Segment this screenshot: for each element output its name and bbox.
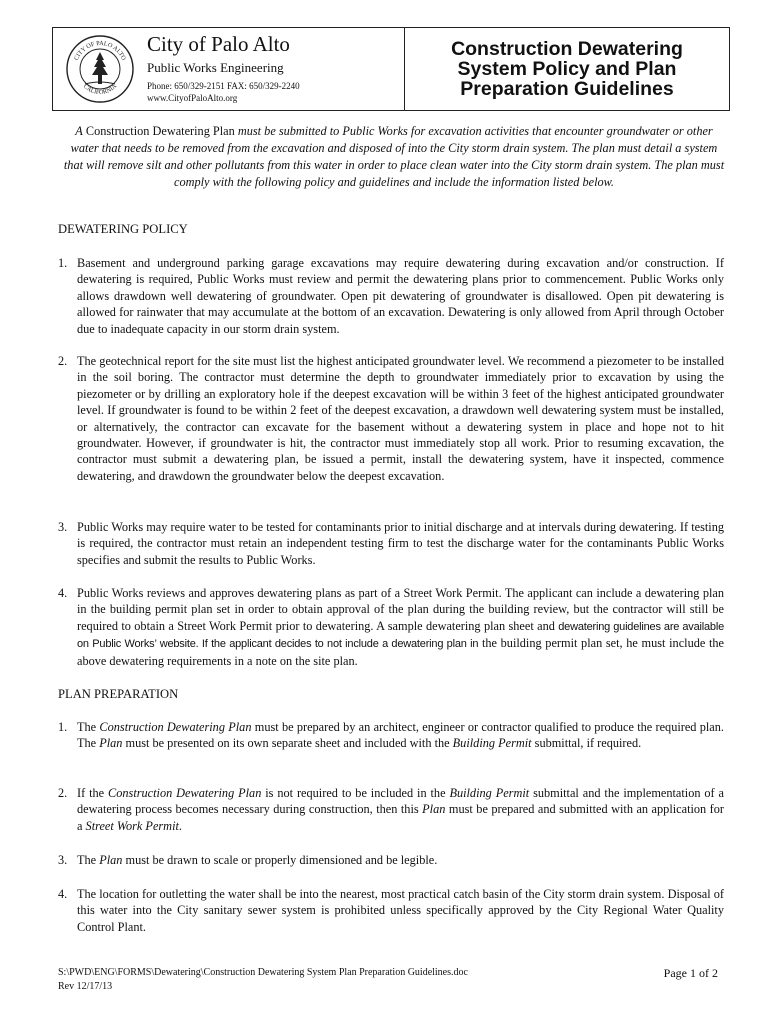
phone-fax: Phone: 650/329-2151 FAX: 650/329-2240 — [147, 81, 300, 91]
org-info — [147, 28, 300, 104]
svg-text:CITY OF PALO ALTO: CITY OF PALO ALTO — [72, 39, 128, 62]
revision-date: Rev 12/17/13 — [58, 981, 113, 992]
prep-item: 3. The Plan must be drawn to scale or properly dimensioned and be legible. — [58, 853, 438, 867]
file-path: S:\PWD\ENG\FORMS\Dewatering\Construction Dewatering System Plan Preparation Guidelines.doc — [58, 967, 468, 978]
prep-item: 1. The Construction Dewatering Plan must be prepared by an architect, engineer or contractor qualified to produce the required plan. The Plan must be presented on its own separate sheet and included with the Building Permit submittal, if required. — [58, 720, 724, 751]
document-title — [405, 28, 729, 110]
page-number: Page 1 of 2 — [663, 966, 718, 980]
website-link[interactable]: www.CityofPaloAlto.org — [147, 93, 238, 103]
city-name: City of Palo Alto — [147, 32, 290, 56]
title-line-1: Construction Dewatering — [451, 38, 683, 60]
section-title-dewatering-policy: DEWATERING POLICY — [58, 222, 188, 236]
city-seal-icon — [65, 34, 135, 104]
title-line-2: System Policy and Plan — [457, 58, 677, 80]
policy-item: 2. The geotechnical report for the site must list the highest anticipated groundwater level. We recommend a piezometer to be installed in the soil boring. The contractor must determine the depth to groundwater immediately prior to excavation by using the piezometer or by drilling an exploratory hole if the deepest excavation will be within 3 feet of the highest anticipated groundwater level. If groundwater is found to be within 2 feet of the deepest excavation, a drawdown well dewatering system must be installed, or alternatively, the contractor can excavate for the basement without a dewatering system in place and hope not to hit groundwater. However, if groundwater is hit, the contractor must immediately stop all work. Prior to resuming excavation, the contractor must submit a dewatering plan, be issued a permit, install the dewatering system, have it inspected, commence dewatering, and drawdown the groundwater below the deepest excavation. — [58, 354, 724, 483]
policy-item: 3. Public Works may require water to be tested for contaminants prior to initial discharge and at intervals during dewatering. If testing is required, the contractor must retain an independent testing firm to test the discharge water for the contaminants Public Works specifies and submit the results to Public Works. — [58, 520, 724, 567]
department-name: Public Works Engineering — [147, 60, 284, 75]
policy-item: 4. Public Works reviews and approves dewatering plans as part of a Street Work Permit. The applicant can include a dewatering plan in the building permit plan set in order to obtain approval of the plan during the building review, but the contractor will still be required to obtain a Street Work Permit prior to dewatering. A sample dewatering plan sheet and dewatering guidelines are available on Public Works’ website. If the applicant decides to not include a dewatering plan in the building permit plan set, he must include the above dewatering requirements in a note on the site plan. — [58, 586, 724, 668]
document-header — [52, 27, 730, 111]
policy-item: 1. Basement and underground parking garage excavations may require dewatering during excavation and/or construction. If dewatering is required, Public Works must review and permit the dewatering plans prior to commencement. Public Works only allows drawdown well dewatering of groundwater. Open pit dewatering of groundwater is disallowed. Open pit dewatering is allowed for rainwater that may accumulate at the bottom of an excavation. Dewatering is only allowed from April through October due to inadequate capacity in our storm drain system. — [58, 256, 724, 336]
prep-item: 4. The location for outletting the water shall be into the nearest, most practical catch basin of the City storm drain system. Disposal of this water into the City sanitary sewer system is prohibited unless specifically approved by the City Regional Water Quality Control Plant. — [58, 887, 724, 934]
page-footer — [58, 966, 718, 994]
section-title-plan-preparation: PLAN PREPARATION — [58, 687, 179, 701]
intro-paragraph: A Construction Dewatering Plan must be submitted to Public Works for excavation activities that encounter groundwater or other water that needs to be removed from the excavation and disposed of into the City storm drain system. The plan must detail a system that will remove silt and other pollutants from this water in order to place clean water into the City storm drain system. The plan must comply with the following policy and guidelines and include the information listed below. — [63, 124, 725, 189]
title-line-3: Preparation Guidelines — [460, 78, 674, 100]
svg-text:CALIFORNIA: CALIFORNIA — [81, 82, 119, 97]
prep-item: 2. If the Construction Dewatering Plan is not required to be included in the Building Permit submittal and the implementation of a dewatering process becomes necessary during construction, then this Plan must be prepared and submitted with an application for a Street Work Permit. — [58, 786, 725, 833]
header-org-block — [53, 28, 405, 110]
